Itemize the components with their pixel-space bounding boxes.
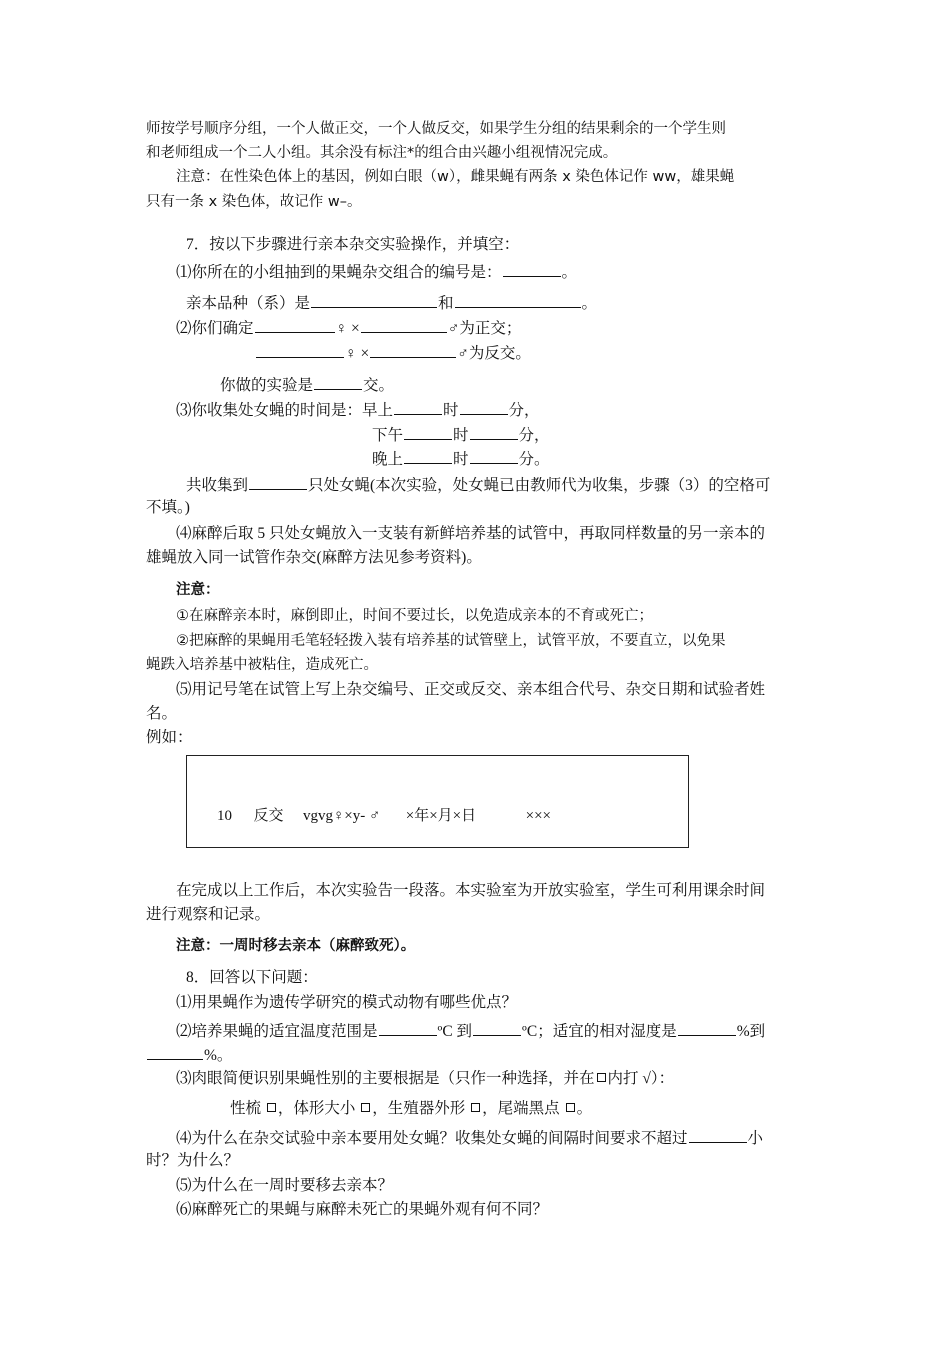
q7-title: 7．按以下步骤进行亲本杂交实验操作，并填空： — [186, 236, 520, 253]
blank-evening-hour[interactable] — [404, 447, 452, 464]
q7-note-title: 注意： — [176, 582, 220, 598]
q7-experiment-type: 你做的实验是 交。 — [220, 373, 394, 397]
q8-part-6: ⑹麻醉死亡的果蝇与麻醉未死亡的果蝇外观有何不同？ — [176, 1201, 549, 1218]
q7-step-3-morning: ⑶你收集处女蝇的时间是：早上 时 分， — [176, 398, 540, 422]
q7-step-2-forward: ⑵你们确定 ♀ × ♂为正交； — [176, 316, 521, 340]
q7-after-line-1: 在完成以上工作后，本次实验告一段落。本实验室为开放实验室，学生可利用课余时间 — [176, 882, 766, 899]
example-box — [186, 755, 689, 848]
blank-cross-number[interactable] — [503, 260, 561, 277]
blank-experiment-type[interactable] — [314, 373, 362, 390]
intro-note-line-2: 只有一条 x 染色体，故记作 w–。 — [146, 194, 362, 210]
q7-step-5-line-1: ⑸用记号笔在试管上写上杂交编号、正交或反交、亲本组合代号、杂交日期和试验者姓 — [176, 681, 766, 698]
blank-morning-minute[interactable] — [460, 398, 508, 415]
example-cross: vgvg♀×y- ♂ — [303, 808, 381, 824]
q8-part-3: ⑶肉眼简便识别果蝇性别的主要根据是（只作一种选择，并在 内打 √）： — [176, 1070, 675, 1087]
blank-evening-minute[interactable] — [470, 447, 518, 464]
q8-part-5: ⑸为什么在一周时要移去亲本？ — [176, 1177, 394, 1194]
q7-step-4-line-1: ⑷麻醉后取 5 只处女蝇放入一支装有新鲜培养基的试管中，再取同样数量的另一亲本的 — [176, 525, 766, 542]
blank-temp-min[interactable] — [379, 1019, 437, 1036]
blank-humidity-max[interactable] — [147, 1043, 203, 1060]
blank-reciprocal-male[interactable] — [370, 341, 456, 358]
example-text — [217, 804, 551, 825]
q7-step-1: ⑴你所在的小组抽到的果蝇杂交组合的编号是： 。 — [176, 260, 577, 284]
q7-note-week: 注意：一周时移去亲本（麻醉致死）。 — [176, 938, 416, 954]
checkbox-sex-comb[interactable] — [267, 1103, 276, 1112]
example-number: 10 — [217, 808, 232, 824]
q7-step-4-line-2: 雄蝇放入同一试管作杂交(麻醉方法见参考资料)。 — [146, 549, 482, 566]
checkbox-body-size[interactable] — [361, 1103, 370, 1112]
q8-part-4-cont: 时？为什么？ — [146, 1152, 240, 1169]
example-label: 例如： — [146, 729, 193, 746]
checkbox-icon — [597, 1073, 606, 1082]
blank-forward-male[interactable] — [361, 316, 447, 333]
blank-parent-2[interactable] — [455, 291, 581, 308]
q7-step-5-line-2: 名。 — [146, 705, 178, 722]
blank-afternoon-minute[interactable] — [470, 423, 518, 440]
intro-note-line-1: 注意：在性染色体上的基因，例如白眼（w），雌果蝇有两条 x 染色体记作 ww，雄果蝇 — [176, 169, 735, 185]
blank-reciprocal-female[interactable] — [256, 341, 344, 358]
q7-collected: 共收集到 只处女蝇(本次实验，处女蝇已由教师代为收集，步骤（3）的空格可 — [186, 473, 770, 497]
blank-morning-hour[interactable] — [394, 398, 442, 415]
blank-interval-hours[interactable] — [689, 1126, 747, 1143]
q7-step-2-reciprocal: ♀ × ♂为反交。 — [255, 341, 531, 365]
intro-line-2: 和老师组成一个二人小组。其余没有标注*的组合由兴趣小组视情况完成。 — [146, 145, 618, 161]
example-date: ×年×月×日 — [405, 808, 477, 824]
q8-title: 8．回答以下问题： — [186, 969, 318, 986]
blank-forward-female[interactable] — [255, 316, 335, 333]
blank-parent-1[interactable] — [311, 291, 437, 308]
q8-part-3-options: 性梳 ，体形大小 ，生殖器外形 ，尾端黑点 。 — [230, 1100, 593, 1117]
q7-after-line-2: 进行观察和记录。 — [146, 906, 271, 923]
example-cross-type: 反交 — [253, 808, 284, 824]
blank-humidity-min[interactable] — [678, 1019, 736, 1036]
blank-afternoon-hour[interactable] — [404, 423, 452, 440]
checkbox-genitalia[interactable] — [471, 1103, 480, 1112]
q8-part-1: ⑴用果蝇作为遗传学研究的模式动物有哪些优点？ — [176, 994, 518, 1011]
checkbox-tail-spot[interactable] — [566, 1103, 575, 1112]
q7-step-3-afternoon: 下午 时 分， — [372, 423, 550, 447]
intro-line-1: 师按学号顺序分组，一个人做正交，一个人做反交，如果学生分组的结果剩余的一个学生则 — [146, 121, 726, 137]
q7-collected-cont: 不填。) — [146, 499, 190, 516]
q8-part-2-cont: %。 — [146, 1043, 232, 1067]
q8-part-4: ⑷为什么在杂交试验中亲本要用处女蝇？收集处女蝇的间隔时间要求不超过 小 — [176, 1126, 763, 1150]
q7-parents: 亲本品种（系）是 和 。 — [186, 291, 597, 315]
q8-part-2: ⑵培养果蝇的适宜温度范围是 ºC 到 ºC；适宜的相对湿度是 %到 — [176, 1019, 765, 1043]
blank-collected-count[interactable] — [249, 473, 307, 490]
q7-note-1: ①在麻醉亲本时，麻倒即止，时间不要过长，以免造成亲本的不育或死亡； — [176, 608, 653, 624]
q7-note-2-line-2: 蝇跌入培养基中被粘住，造成死亡。 — [146, 657, 378, 673]
blank-temp-max[interactable] — [473, 1019, 521, 1036]
q7-note-2-line-1: ②把麻醉的果蝇用毛笔轻轻拨入装有培养基的试管壁上，试管平放，不要直立，以免果 — [176, 633, 726, 649]
q7-step-3-evening: 晚上 时 分。 — [372, 447, 550, 471]
example-name: ××× — [525, 808, 552, 824]
